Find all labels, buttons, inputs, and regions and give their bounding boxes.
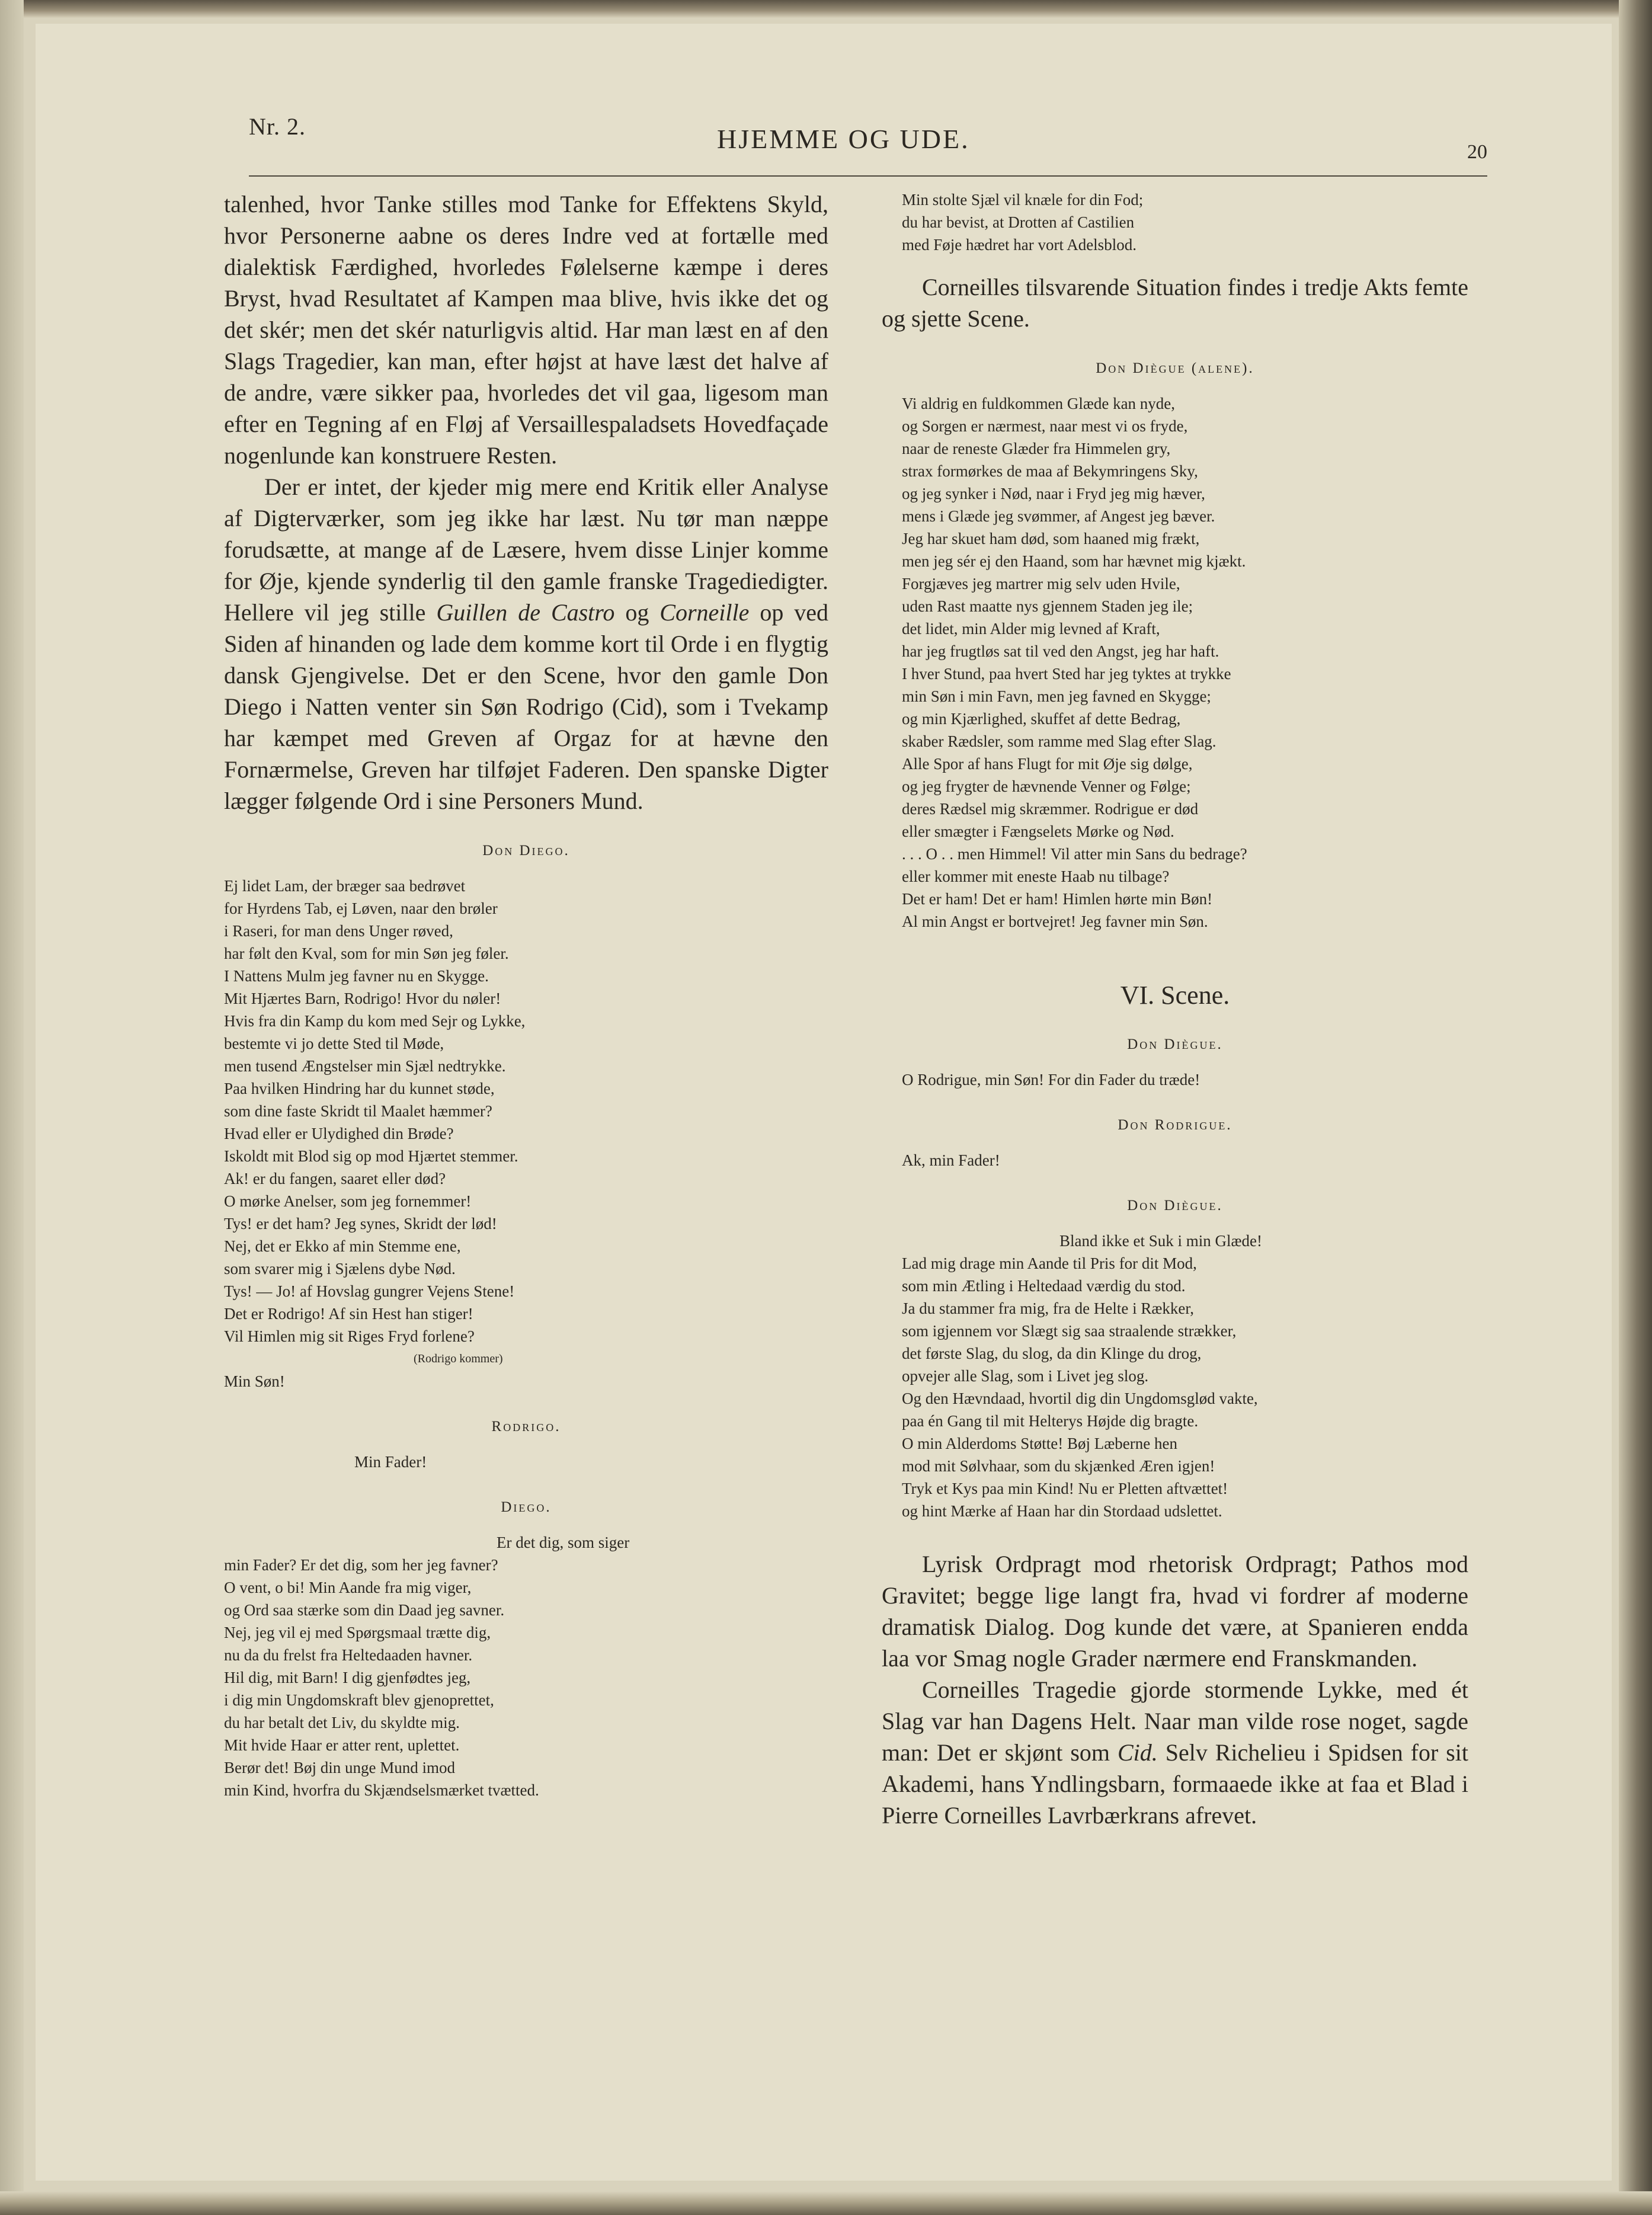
verse-continued <box>882 188 1468 256</box>
verse-line: mod mit Sølvhaar, som du skjænked Æren igjen! <box>902 1457 1215 1475</box>
verse-line: som igjennem vor Slægt sig saa straalende strækker, <box>902 1322 1237 1340</box>
issue-number: Nr. 2. <box>249 113 306 140</box>
verse-line: og Ord saa stærke som din Daad jeg savner. <box>224 1601 505 1619</box>
title-cid: Cid. <box>1117 1739 1158 1766</box>
verse-rodrigo <box>224 1451 828 1473</box>
verse-line: naar de reneste Glæder fra Himmelen gry, <box>902 440 1171 457</box>
speaker-don-diegue-alene: Don Diègue (alene). <box>1096 360 1254 376</box>
verse-line: med Føje hædret har vort Adelsblod. <box>902 236 1136 254</box>
verse-line: opvejer alle Slag, som i Livet jeg slog. <box>902 1367 1149 1385</box>
verse-line: Ak! er du fangen, saaret eller død? <box>224 1170 446 1187</box>
verse-line: men jeg sér ej den Haand, som har hævnet mig kjækt. <box>902 552 1246 570</box>
verse-line: eller kommer mit eneste Haab nu tilbage? <box>902 868 1170 885</box>
header-rule <box>249 175 1487 177</box>
running-header <box>249 113 1487 178</box>
verse-line: Hvad eller er Ulydighed din Brøde? <box>224 1125 454 1142</box>
verse-diego <box>224 1531 828 1801</box>
verse-line: Tys! er det ham? Jeg synes, Skridt der lød! <box>224 1215 497 1233</box>
verse-line: og min Kjærlighed, skuffet af dette Bedrag, <box>902 710 1181 728</box>
book-spine-edge <box>1619 0 1652 2215</box>
verse-line: du har bevist, at Drotten af Castilien <box>902 213 1135 231</box>
paragraph-2-start: Der er intet, der kjeder mig mere end Kritik eller Analyse af Digterværker, som jeg ikke har læst. Nu tør man næppe forudsætte, at mange af de Læsere, hvem disse Linjer komme for Øje, kjende synderlig til den gamle franske Tragediedigter. Hellere vil jeg stille <box>224 473 828 626</box>
verse-line: I Nattens Mulm jeg favner nu en Skygge. <box>224 967 489 985</box>
title-corneille: Corneille <box>659 599 750 626</box>
verse-line: Forgjæves jeg martrer mig selv uden Hvile, <box>902 575 1180 593</box>
verse-line: min Fader? Er det dig, som her jeg favner? <box>224 1556 498 1574</box>
verse-line: det lidet, min Alder mig levned af Kraft, <box>902 620 1160 638</box>
verse-line: som svarer mig i Sjælens dybe Nød. <box>224 1260 456 1278</box>
verse-line: som min Ætling i Heltedaad værdig du stod. <box>902 1277 1186 1295</box>
verse-line: har jeg frugtløs sat til ved den Angst, jeg har haft. <box>902 642 1219 660</box>
paragraph-4: Lyrisk Ordpragt mod rhetorisk Ordpragt; Pathos mod Gravitet; begge lige langt fra, hvad vi fordrer af moderne dramatisk Dialog. Dog kunde det være, at Spanieren endda laa vor Smag nogle Grader nærmere end Franskmanden. <box>882 1551 1468 1672</box>
paragraph-2-og: og <box>614 599 660 626</box>
speaker-don-diegue: Don Diègue. <box>1127 1036 1223 1052</box>
verse-line: Vil Himlen mig sit Riges Fryd forlene? <box>224 1327 475 1345</box>
verse-line: Min Fader! <box>354 1453 427 1471</box>
verse-line: Det er Rodrigo! Af sin Hest han stiger! <box>224 1305 473 1323</box>
verse-line: Al min Angst er bortvejret! Jeg favner min Søn. <box>902 913 1208 930</box>
scene-heading: VI. Scene. <box>1120 981 1230 1010</box>
verse-line: Nej, jeg vil ej med Spørgsmaal trætte dig, <box>224 1624 491 1641</box>
right-column <box>882 188 1468 1831</box>
verse-line: O Rodrigue, min Søn! For din Fader du træde! <box>902 1071 1200 1089</box>
verse-line: Mit hvide Haar er atter rent, uplettet. <box>224 1736 460 1754</box>
verse-line: Min stolte Sjæl vil knæle for din Fod; <box>902 191 1144 209</box>
paragraph-2 <box>224 471 828 817</box>
verse-line-group <box>882 1149 1468 1171</box>
speaker-don-diegue-2: Don Diègue. <box>1127 1198 1223 1214</box>
verse-line: har følt den Kval, som for min Søn jeg føler. <box>224 945 509 962</box>
speaker-don-rodrigue: Don Rodrigue. <box>1118 1117 1232 1133</box>
speaker-diego: Diego. <box>501 1499 552 1515</box>
speaker-rodrigo: Rodrigo. <box>491 1419 561 1435</box>
verse-line: I hver Stund, paa hvert Sted har jeg tyktes at trykke <box>902 665 1231 683</box>
page-bottom-edge <box>0 2191 1652 2215</box>
paragraph-5-start: Corneilles Tragedie gjorde stormende Lykke, med ét Slag var han Dagens Helt. Naar man vilde rose noget, sagde man: Det er skjønt som <box>882 1676 1468 1766</box>
verse-line: Vi aldrig en fuldkommen Glæde kan nyde, <box>902 395 1176 412</box>
verse-line: skaber Rædsler, som ramme med Slag efter Slag. <box>902 732 1216 750</box>
verse-don-diegue-praise <box>882 1230 1468 1522</box>
verse-line: Tryk et Kys paa min Kind! Nu er Pletten aftvættet! <box>902 1480 1228 1497</box>
paragraph-5-end: Selv Richelieu i Spidsen for sit Akademi, hans Yndlingsbarn, formaaede ikke at faa et Blad i Pierre Corneilles Lavrbærkrans afrevet. <box>882 1739 1469 1829</box>
verse-line: Ak, min Fader! <box>902 1151 1000 1169</box>
verse-line: Alle Spor af hans Flugt for mit Øje sig dølge, <box>902 755 1193 773</box>
verse-line: Bland ikke et Suk i min Glæde! <box>1059 1232 1262 1250</box>
verse-line: for Hyrdens Tab, ej Løven, naar den brøler <box>224 900 498 917</box>
verse-line: Mit Hjærtes Barn, Rodrigo! Hvor du nøler! <box>224 990 501 1007</box>
verse-line: som dine faste Skridt til Maalet hæmmer? <box>224 1102 492 1120</box>
verse-line: nu da du frelst fra Heltedaaden havner. <box>224 1646 473 1664</box>
verse-line: uden Rast maatte nys gjennem Staden jeg ile; <box>902 597 1193 615</box>
verse-line: og jeg synker i Nød, naar i Fryd jeg mig hæver, <box>902 485 1205 502</box>
paragraph-2-end: op ved Siden af hinanden og lade dem komme kort til Orde i en flygtig dansk Gjengivelse. Det er den Scene, hvor den gamle Don Diego i Natten venter sin Søn Rodrigo (Cid), som i Tvekamp har kæmpet med Greven af Orgaz for at hævne den Fornærmelse, Greven har tilføjet Faderen. Den spanske Digter lægger følgende Ord i sine Personers Mund. <box>224 599 829 814</box>
verse-line: . . . O . . men Himmel! Vil atter min Sans du bedrage? <box>902 845 1247 863</box>
verse-line: mens i Glæde jeg svømmer, af Angest jeg bæver. <box>902 507 1215 525</box>
verse-line: O mørke Anelser, som jeg fornemmer! <box>224 1192 472 1210</box>
paragraph-5 <box>882 1674 1468 1831</box>
verse-line: og Sorgen er nærmest, naar mest vi os fryde, <box>902 417 1188 435</box>
magazine-title: HJEMME OG UDE. <box>717 124 970 154</box>
paragraph-3: Corneilles tilsvarende Situation findes i tredje Akts femte og sjette Scene. <box>882 274 1468 332</box>
verse-line: min Søn i min Favn, men jeg favned en Skygge; <box>902 687 1211 705</box>
verse-line: i Raseri, for man dens Unger røved, <box>224 922 453 940</box>
verse-line: Tys! — Jo! af Hovslag gungrer Vejens Stene! <box>224 1282 515 1300</box>
title-guillen-de-castro: Guillen de Castro <box>436 599 615 626</box>
verse-line: og jeg frygter de hævnende Venner og Følge; <box>902 777 1191 795</box>
verse-line: Iskoldt mit Blod sig op mod Hjærtet stemmer. <box>224 1147 518 1165</box>
left-column <box>224 188 828 1801</box>
verse-don-diegue-monologue <box>882 392 1468 933</box>
verse-line: Er det dig, som siger <box>497 1534 630 1551</box>
speaker-don-diego: Don Diego. <box>482 843 570 859</box>
verse-line: bestemte vi jo dette Sted til Møde, <box>224 1035 444 1052</box>
paragraph-1: talenhed, hvor Tanke stilles mod Tanke for Effektens Skyld, hvor Personerne aabne os deres Indre ved at fortælle med dialektisk Færdighed, hvorledes Følelserne kæmpe i deres Bryst, hvad Resultatet af Kampen maa blive, hvis ikke det og det skér; men det skér naturligvis altid. Har man læst en af den Slags Tragedier, kan man, efter højst at have læst det halve af de andre, være sikker paa, hvorledes det vil gaa, ligesom man efter en Tegning af en Fløj af Versaillespaladsets Hovedfaçade nogenlunde kan konstruere Resten. <box>224 191 828 469</box>
verse-line: O min Alderdoms Støtte! Bøj Læberne hen <box>902 1435 1177 1452</box>
verse-line: Berør det! Bøj din unge Mund imod <box>224 1759 455 1777</box>
verse-line: Lad mig drage min Aande til Pris for dit Mod, <box>902 1254 1197 1272</box>
verse-line: Ej lidet Lam, der bræger saa bedrøvet <box>224 877 466 895</box>
verse-line: O vent, o bi! Min Aande fra mig viger, <box>224 1579 472 1596</box>
verse-line-group <box>882 1068 1468 1091</box>
page-top-edge <box>0 0 1652 18</box>
verse-don-diego <box>224 875 828 1393</box>
verse-line: Det er ham! Det er ham! Himlen hørte min Bøn! <box>902 890 1213 908</box>
verse-line: Jeg har skuet ham død, som haaned mig frækt, <box>902 530 1200 548</box>
verse-line: min Kind, hvorfra du Skjændselsmærket tvætted. <box>224 1781 539 1799</box>
page-number: 20 <box>1467 141 1487 163</box>
verse-line: og hint Mærke af Haan har din Stordaad udslettet. <box>902 1502 1222 1520</box>
verse-line: strax formørkes de maa af Bekymringens Sky, <box>902 462 1198 480</box>
verse-line: Paa hvilken Hindring har du kunnet støde, <box>224 1080 495 1097</box>
verse-line: Ja du stammer fra mig, fra de Helte i Rækker, <box>902 1299 1195 1317</box>
verse-line: Min Søn! <box>224 1372 285 1390</box>
verse-line: du har betalt det Liv, du skyldte mig. <box>224 1714 460 1731</box>
verse-line: Nej, det er Ekko af min Stemme ene, <box>224 1237 461 1255</box>
verse-line: paa én Gang til mit Helterys Højde dig bragte. <box>902 1412 1199 1430</box>
verse-line: det første Slag, du slog, da din Klinge du drog, <box>902 1345 1202 1362</box>
verse-line: deres Rædsel mig skræmmer. Rodrigue er død <box>902 800 1199 818</box>
verse-line: eller smægter i Fængselets Mørke og Nød. <box>902 822 1174 840</box>
verse-line: i dig min Ungdomskraft blev gjenoprettet, <box>224 1691 494 1709</box>
verse-line: Hil dig, mit Barn! I dig gjenfødtes jeg, <box>224 1669 471 1686</box>
verse-line: Og den Hævndaad, hvortil dig din Ungdomsglød vakte, <box>902 1390 1258 1407</box>
verse-line: men tusend Ængstelser min Sjæl nedtrykke. <box>224 1057 506 1075</box>
page-left-edge <box>0 0 24 2215</box>
stage-direction: (Rodrigo kommer) <box>414 1352 503 1365</box>
verse-line: Hvis fra din Kamp du kom med Sejr og Lykke, <box>224 1012 526 1030</box>
